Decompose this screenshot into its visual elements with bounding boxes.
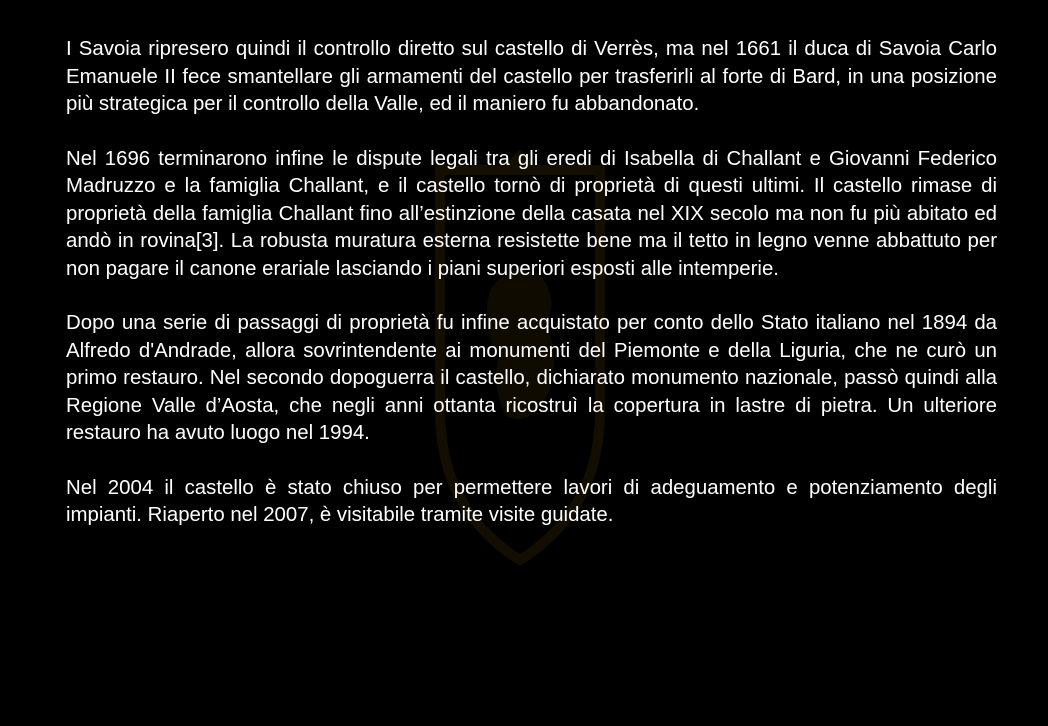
paragraph-savoia: I Savoia ripresero quindi il controllo diretto sul castello di Verrès, ma nel 1661 il duca di Savoia Carlo Emanuele II fece smantellare gli armamenti del castello per trasferirli al forte di Bard, in una posizione più strategica per il controllo della Valle, ed il maniero fu abbandonato. — [66, 38, 997, 115]
paragraph-andrade: Dopo una serie di passaggi di proprietà fu infine acquistato per conto dello Stato italiano nel 1894 da Alfredo d'Andrade, allora sovrintendente ai monumenti del Piemonte e della Liguria, che ne curò un primo restauro. Nel secondo dopoguerra il castello, dichiarato monumento nazionale, passò quindi alla Regione Valle d’Aosta, che negli anni ottanta ricostruì la copertura in lastre di pietra. Un ulteriore restauro ha avuto luogo nel 1994. — [66, 312, 997, 444]
paragraph-restoration-2004: Nel 2004 il castello è stato chiuso per permettere lavori di adeguamento e potenziamento degli impianti. Riaperto nel 2007, è visitabile tramite visite guidate. — [66, 476, 997, 526]
paragraph-challant: Nel 1696 terminarono infine le dispute legali tra gli eredi di Isabella di Challant e Giovanni Federico Madruzzo e la famiglia Challant, e il castello tornò di proprietà di questi ultimi. Il castello rimase di proprietà della famiglia Challant fino all’estinzione della casata nel XIX secolo ma non fu più abitato ed andò in rovina[3]. La robusta muratura esterna resistette bene ma il tetto in legno venne abbattuto per non pagare il canone erariale lasciando i piani superiori esposti alle intemperie. — [66, 147, 997, 280]
article-body — [66, 36, 997, 557]
